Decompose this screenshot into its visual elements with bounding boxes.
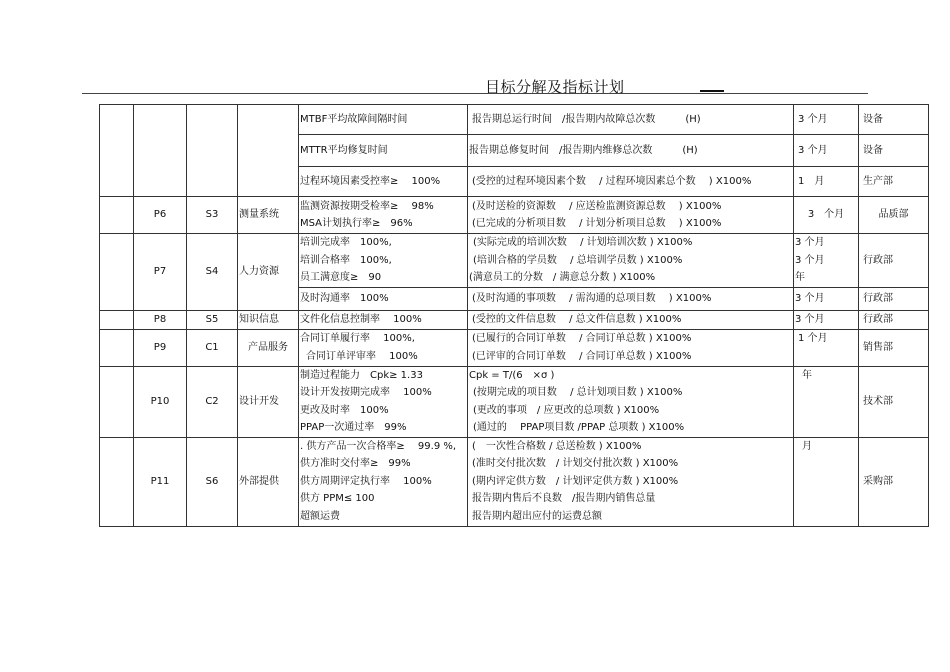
blank-cell [100,234,134,311]
dept-cell: 设备 [859,105,929,135]
formula-line: (已评审的合同订单数 / 合同订单总数 ) X100% [472,350,692,362]
process-cell: 知识信息 [238,311,299,330]
blank-cell [100,329,134,366]
kpi-cell [299,437,468,526]
period-cell: 1 月 [794,167,859,197]
kpi-cell [299,197,468,234]
table-row [100,437,929,526]
formula-line: (培训合格的学员数 / 总培训学员数 ) X100% [473,254,683,266]
period-cell [794,234,859,288]
blank-cell [100,437,134,526]
kpi-cell: MTTR平均修复时间 [299,135,468,167]
process-cell: 测量系统 [238,197,299,234]
formula-cell: (及时沟通的事项数 / 需沟通的总项目数 ) X100% [468,288,794,311]
title-underline-mark [700,90,724,92]
kpi-line: 供方 PPM≤ 100 [300,493,375,504]
dept-cell: 技术部 [859,366,929,437]
formula-cell: (受控的过程环境因素个数 / 过程环境因素总个数 ) X100% [468,167,794,197]
p-cell: P7 [134,234,187,311]
kpi-line: 供方准时交付率≥ 99% [300,458,411,469]
period-cell: 3 个月 [794,311,859,330]
blank-cell [100,197,134,234]
table-row [100,234,929,288]
period-cell: 3 个月 [794,105,859,135]
kpi-line: . 供方产品一次合格率≥ 99.9 %, [300,440,457,452]
target-table [99,104,929,527]
kpi-line: 培训合格率 100%, [300,254,392,266]
formula-line: (实际完成的培训次数 / 计划培训次数 ) X100% [473,237,693,249]
period-line: 3 个月 [795,254,825,266]
formula-cell [468,329,794,366]
s-cell: S3 [187,197,238,234]
blank-cell [100,311,134,330]
kpi-line: 员工满意度≥ 90 [300,272,382,284]
kpi-line: 设计开发按期完成率 100% [300,387,432,398]
kpi-cell [299,366,468,437]
kpi-cell [299,234,468,288]
header-rule [82,93,868,94]
p-cell: P9 [134,329,187,366]
formula-cell [468,234,794,288]
dept-cell: 行政部 [859,311,929,330]
formula-line: (及时送检的资源数 / 应送检监测资源总数 ) X100% [472,200,722,212]
dept-cell: 品质部 [859,197,929,234]
s-cell: C2 [187,366,238,437]
formula-line: 报告期内售后不良数 /报告期内销售总量 [472,493,656,504]
table-row [100,329,929,366]
dept-cell: 设备 [859,135,929,167]
kpi-cell [299,329,468,366]
period-cell: 1 个月 [794,329,859,366]
process-cell: 设计开发 [238,366,299,437]
period-cell: 月 [794,437,859,526]
process-cell: 人力资源 [238,234,299,311]
table-row [100,311,929,330]
kpi-line: MSA计划执行率≥ 96% [300,218,413,229]
dept-cell: 销售部 [859,329,929,366]
kpi-line: 超额运费 [300,510,340,522]
dept-cell: 行政部 [859,288,929,311]
p-cell [134,105,187,197]
process-cell [238,105,299,197]
formula-line: (已履行的合同订单数 / 合同订单总数 ) X100% [472,333,692,344]
table-row [100,366,929,437]
dept-cell: 行政部 [859,234,929,288]
kpi-cell: 及时沟通率 100% [299,288,468,311]
formula-line: (已完成的分析项目数 / 计划分析项目总数 ) X100% [472,218,722,229]
kpi-line: 监测资源按期受检率≥ 98% [300,200,434,212]
p-cell: P10 [134,366,187,437]
table-row [100,105,929,135]
kpi-line: 培训完成率 100%, [300,237,392,249]
kpi-cell: 过程环境因素受控率≥ 100% [299,167,468,197]
blank-cell [100,366,134,437]
blank-cell [100,105,134,197]
formula-line: (期内评定供方数 / 计划评定供方数 ) X100% [472,475,679,487]
formula-line: (更改的事项 / 应更改的总项数 ) X100% [473,404,660,416]
period-cell: 年 [794,366,859,437]
p-cell: P6 [134,197,187,234]
formula-cell: 报告期总运行时间 /报告期内故障总次数 (H) [468,105,794,135]
kpi-line: 更改及时率 100% [300,404,389,416]
s-cell: C1 [187,329,238,366]
formula-line: (按期完成的项目数 / 总计划项目数 ) X100% [473,387,683,398]
p-cell: P11 [134,437,187,526]
formula-line: 报告期内超出应付的运费总额 [472,510,602,522]
kpi-line: 制造过程能力 Cpk≥ 1.33 [300,369,423,381]
period-cell: 3 个月 [794,288,859,311]
period-line: 3 个月 [795,237,825,249]
process-cell: 产品服务 [238,329,299,366]
formula-cell [468,366,794,437]
formula-line: (准时交付批次数 / 计划交付批次数 ) X100% [472,458,679,469]
period-cell: 3 个月 [794,197,859,234]
kpi-line: PPAP一次通过率 99% [300,422,407,433]
s-cell: S5 [187,311,238,330]
kpi-cell: 文件化信息控制率 100% [299,311,468,330]
kpi-line: 合同订单履行率 100%, [300,333,415,344]
period-cell: 3 个月 [794,135,859,167]
dept-cell: 生产部 [859,167,929,197]
process-cell: 外部提供 [238,437,299,526]
period-line: 年 [795,272,805,284]
formula-line: (满意员工的分数 / 满意总分数 ) X100% [469,272,656,284]
formula-cell [468,197,794,234]
s-cell [187,105,238,197]
formula-line: (通过的 PPAP项目数 /PPAP 总项数 ) X100% [473,422,685,433]
formula-line: Cpk = T/(6 ×σ ) [469,369,555,381]
p-cell: P8 [134,311,187,330]
kpi-line: 供方周期评定执行率 100% [300,475,432,487]
kpi-line: 合同订单评审率 100% [306,350,418,362]
formula-line: ( 一次性合格数 / 总送检数 ) X100% [472,440,642,452]
kpi-cell: MTBF平均故障间隔时间 [299,105,468,135]
s-cell: S4 [187,234,238,311]
formula-cell [468,437,794,526]
table-row [100,197,929,234]
page-title: 目标分解及指标计划 [485,78,625,96]
s-cell: S6 [187,437,238,526]
formula-cell: 报告期总修复时间 /报告期内维修总次数 (H) [468,135,794,167]
dept-cell: 采购部 [859,437,929,526]
formula-cell: (受控的文件信息数 / 总文件信息数 ) X100% [468,311,794,330]
